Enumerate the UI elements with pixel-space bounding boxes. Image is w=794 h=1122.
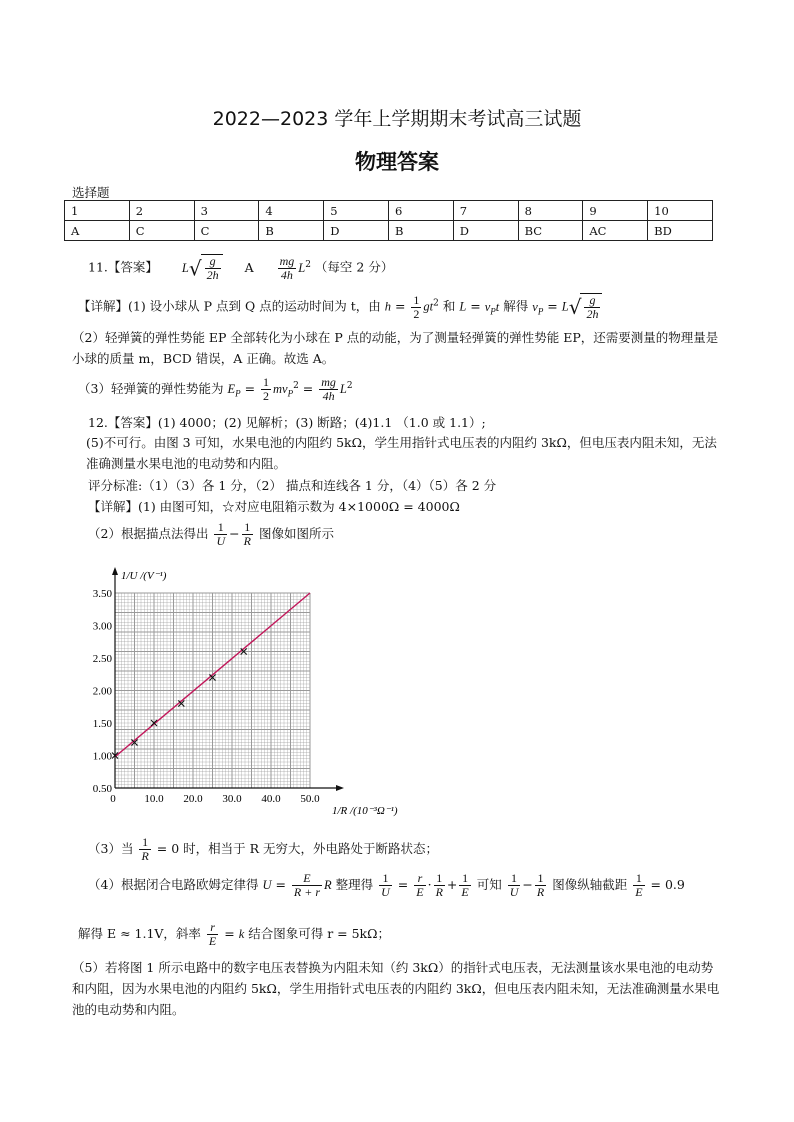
y-tick-label: 3.00 — [92, 620, 112, 633]
table-cell: 6 — [388, 201, 453, 221]
x-tick-label: 10.0 — [144, 793, 164, 805]
x-axis-label: 1/R /(10⁻³Ω⁻¹) — [332, 805, 398, 817]
y-tick-label: 3.50 — [92, 588, 112, 600]
x-tick-label: 20.0 — [183, 793, 203, 805]
q12-detail2-b: 图像如图所示 — [258, 526, 334, 541]
q12-detail4-d: 图像纵轴截距 — [552, 877, 628, 892]
q11-detail3: （3）轻弹簧的弹性势能为 $E_P$ = $\frac{1}{2}$ $mv_P^2$ = $\frac{mg}{4h}$ $L^2$ — [78, 375, 353, 403]
q12-scoring: 评分标准:（1）（3）各 1 分，（2） 描点和连线各 1 分，（4）（5）各 2 分 — [88, 478, 497, 493]
table-cell: 7 — [453, 201, 518, 221]
q12-ans5: (5)不可行。由图 3 可知，水果电池的内阻约 5kΩ，学生用指针式电压表的内阻约 3kΩ，但电压表内阻未知，无法准确测量水果电池的电动势和内阻。 — [86, 435, 717, 471]
table-cell: 2 — [129, 201, 194, 221]
q12-detail5: （5）若将图 1 所示电路中的数字电压表替换为内阻未知（约 3kΩ）的指针式电压表，无法测量该水果电池的电动势和内阻，因为水果电池的内阻约 5kΩ，学生用指针式电压表的内阻约 3kΩ，但电压表内阻未知，无法准确测量水果电池的电动势和内阻。 — [72, 960, 720, 1017]
answer-table-number-row — [65, 201, 713, 221]
page-title: 2022—2023 学年上学期期末考试高三试题 — [212, 108, 582, 130]
q11-answer-note: （每空 2 分） — [314, 259, 394, 275]
table-cell: 4 — [259, 201, 324, 221]
q12-detail1: 【详解】(1) 由图可知，☆对应电阻箱示数为 4×1000Ω = 4000Ω — [88, 499, 460, 514]
x-tick-label: 30.0 — [222, 793, 242, 805]
table-cell: AC — [583, 221, 648, 241]
graph-1U-vs-1R — [80, 560, 398, 820]
table-cell: BC — [518, 221, 583, 241]
table-cell: C — [129, 221, 194, 241]
x-tick-label: 0 — [110, 793, 116, 805]
q11-detail1: 【详解】(1) 设小球从 P 点到 Q 点的运动时间为 t，由 h = $\frac{1}{2}$ $gt^2$ 和 $L = v_Pt$ 解得 $v_P = L√$ $\frac{g}{2h}$ — [78, 293, 602, 321]
y-tick-label: 1.50 — [92, 718, 112, 730]
table-cell: 3 — [194, 201, 259, 221]
table-cell: 8 — [518, 201, 583, 221]
q12-solve: 解得 E ≈ 1.1V，斜率 $\frac{r}{E}$ = k 结合图象可得 r = 5kΩ； — [78, 920, 390, 948]
q11-answer-prefix: 11.【答案】 — [88, 259, 158, 275]
x-tick-label: 40.0 — [261, 793, 281, 805]
table-cell: 9 — [583, 201, 648, 221]
q12-detail3-a: （3）当 — [88, 841, 134, 856]
section-label-choice: 选择题 — [72, 185, 110, 200]
answer-table — [64, 200, 713, 241]
y-axis-arrow — [112, 567, 118, 575]
formula-mg-4h: $\frac{mg}{4h}$ $L^2$ — [279, 253, 311, 282]
table-cell: BD — [648, 221, 713, 241]
y-axis-label: 1/U /(V⁻¹) — [121, 570, 167, 582]
table-cell: 10 — [648, 201, 713, 221]
y-tick-label: 1.00 — [92, 750, 112, 763]
table-cell: D — [453, 221, 518, 241]
table-cell: D — [324, 221, 389, 241]
q11-detail1-b: 和 — [442, 298, 456, 314]
answer-table-answer-row — [65, 221, 713, 241]
table-cell: 5 — [324, 201, 389, 221]
q12-solve-a: 解得 E ≈ 1.1V，斜率 — [78, 926, 201, 941]
q12-detail4-b: 整理得 — [335, 877, 374, 892]
q11-answer — [88, 254, 393, 282]
formula-L-sqrt: L√ $\frac{g}{2h}$ — [182, 260, 227, 275]
x-tick-label: 50.0 — [300, 793, 320, 805]
q12-detail4-c: 可知 — [476, 877, 502, 892]
q12-detail4: （4）根据闭合电路欧姆定律得 U = $\frac{E}{R + r}$ R 整理得 $\frac{1}{U}$ = $\frac{r}{E}$ · $\frac{1}{R}$ + $\frac{1}{E}$ 可知 $\frac{1}{U}$ − $\frac{1}{R}$ 图像纵轴截距 $\frac{1}{E}$ = 0.9 — [88, 871, 685, 899]
q12-detail3-b: 时，相当于 R 无穷大，外电路处于断路状态； — [183, 841, 438, 856]
q11-detail1-a: 【详解】(1) 设小球从 P 点到 Q 点的运动时间为 t，由 — [78, 298, 381, 314]
page-subtitle: 物理答案 — [355, 150, 439, 174]
q12-detail3: （3）当 $\frac{1}{R}$ = 0 时，相当于 R 无穷大，外电路处于断路状态； — [88, 835, 438, 863]
table-cell: 1 — [65, 201, 130, 221]
q11-detail3-text: （3）轻弹簧的弹性势能为 — [78, 381, 224, 396]
q12-detail2: （2）根据描点法得出 $\frac{1}{U}$ − $\frac{1}{R}$ 图像如图所示 — [88, 520, 334, 548]
q11-answer-mid: A — [244, 259, 254, 275]
table-cell: C — [194, 221, 259, 241]
q11-detail1-c: 解得 — [503, 298, 529, 314]
y-tick-label: 2.50 — [92, 653, 112, 665]
x-axis-arrow — [336, 785, 344, 791]
table-cell: B — [388, 221, 453, 241]
q11-detail2: （2）轻弹簧的弹性势能 EP 全部转化为小球在 P 点的动能，为了测量轻弹簧的弹性势能 EP，还需要测量的物理量是小球的质量 m，BCD 错误，A 正确。故选 A。 — [72, 330, 719, 366]
y-tick-label: 0.50 — [92, 783, 112, 795]
q12-detail2-a: （2）根据描点法得出 — [88, 526, 209, 541]
q12-solve-b: 结合图象可得 r = 5kΩ； — [248, 926, 390, 941]
table-cell: B — [259, 221, 324, 241]
q12-detail4-a: （4）根据闭合电路欧姆定律得 — [88, 877, 259, 892]
q12-answer: 12.【答案】(1) 4000；(2) 见解析；(3) 断路；(4)1.1 （1.0 或 1.1）; — [88, 415, 486, 430]
table-cell: A — [65, 221, 130, 241]
y-tick-label: 2.00 — [92, 685, 112, 698]
